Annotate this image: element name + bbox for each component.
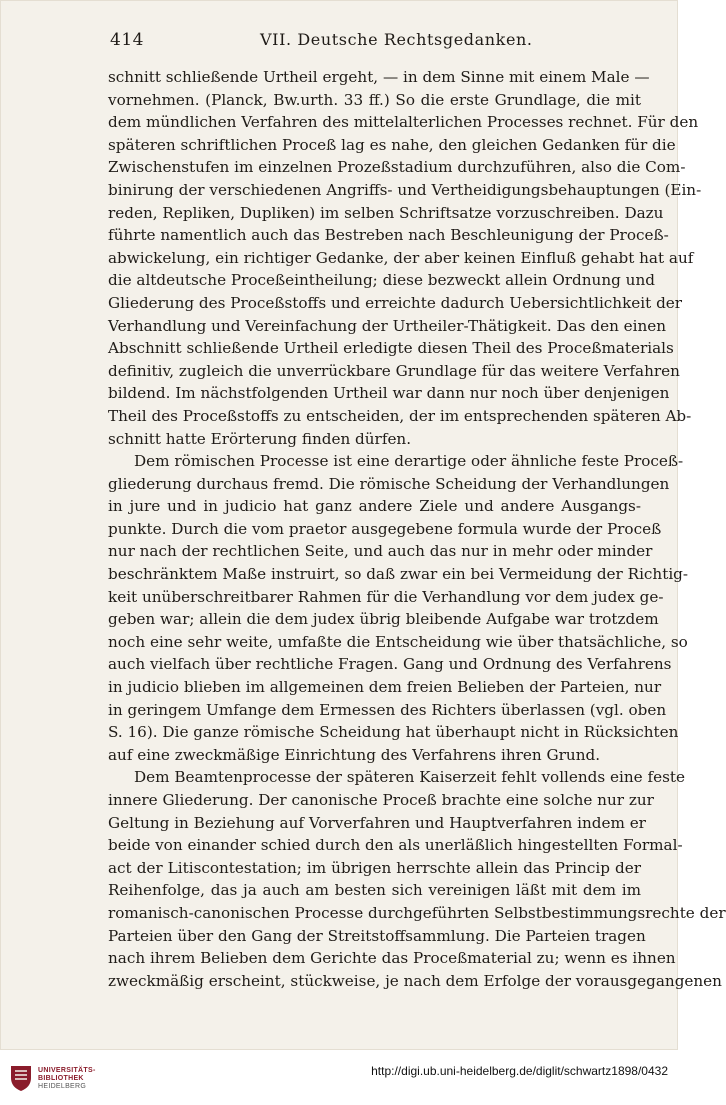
text-line: S. 16). Die ganze römische Scheidung hat überhaupt nicht in Rücksichten (108, 723, 679, 742)
text-line: nur nach der rechtlichen Seite, und auch das nur in mehr oder minder (108, 542, 653, 561)
text-line: schnitt schließende Urtheil ergeht, — in dem Sinne mit einem Male — (108, 68, 650, 86)
text-line: geben war; allein die dem judex übrig bleibende Aufgabe war trotzdem (108, 610, 659, 629)
text-line: nach ihrem Belieben dem Gerichte das Proceßmaterial zu; wenn es ihnen (108, 949, 676, 968)
text-line: in geringem Umfange dem Ermessen des Richters überlassen (vgl. oben (108, 700, 667, 719)
body-text (108, 66, 726, 992)
text-line: Parteien über den Gang der Streitstoffsammlung. Die Parteien tragen (108, 926, 646, 945)
text-line: auch vielfach über rechtliche Fragen. Gang und Ordnung des Verfahrens (108, 655, 672, 674)
text-line: Reihenfolge, das ja auch am besten sich vereinigen läßt mit dem im (108, 881, 641, 900)
page-header (110, 30, 640, 54)
university-seal-icon (8, 1062, 34, 1092)
running-title: VII. Deutsche Rechtsgedanken. (260, 30, 533, 49)
text-line: auf eine zweckmäßige Einrichtung des Verfahrens ihren Grund. (108, 745, 601, 764)
text-line: punkte. Durch die vom praetor ausgegebene formula wurde der Proceß (108, 519, 662, 538)
text-line: Zwischenstufen im einzelnen Prozeßstadium durchzuführen, also die Com- (108, 158, 686, 177)
text-line: Verhandlung und Vereinfachung der Urtheiler-Thätigkeit. Das den einen (108, 316, 667, 335)
text-line: dem mündlichen Verfahren des mittelalterlichen Processes rechnet. Für den (108, 113, 699, 132)
text-line: innere Gliederung. Der canonische Proceß brachte eine solche nur zur (108, 791, 654, 809)
paragraph-start: Dem Beamtenprocesse der späteren Kaiserzeit fehlt vollends eine feste (134, 768, 685, 787)
text-line: Theil des Proceßstoffs zu entscheiden, der im entsprechenden späteren Ab- (108, 406, 692, 425)
text-line: binirung der verschiedenen Angriffs- und Vertheidigungsbehauptungen (Ein- (108, 180, 702, 199)
text-line: Gliederung des Proceßstoffs und erreichte dadurch Uebersichtlichkeit der (108, 293, 683, 312)
logo-text-line2: BIBLIOTHEK (38, 1075, 84, 1082)
logo-text-line3: HEIDELBERG (38, 1083, 87, 1090)
text-line: schnitt hatte Erörterung finden dürfen. (108, 429, 412, 448)
text-line: zweckmäßig erscheint, stückweise, je nach dem Erfolge der vorausgegangenen (108, 971, 722, 990)
logo-text-line1: UNIVERSITÄTS- (38, 1067, 96, 1074)
text-line: späteren schriftlichen Proceß lag es nahe, den gleichen Gedanken für die (108, 135, 676, 154)
text-line: keit unüberschreitbarer Rahmen für die Verhandlung vor dem judex ge- (108, 587, 664, 606)
text-line: act der Litiscontestation; im übrigen herrschte allein das Princip der (108, 858, 641, 877)
text-line: in jure und in judicio hat ganz andere Ziele und andere Ausgangs- (108, 497, 641, 516)
source-url-link[interactable]: http://digi.ub.uni-heidelberg.de/diglit/schwartz1898/0432 (371, 1064, 668, 1078)
text-line: abwickelung, ein richtiger Gedanke, der aber keinen Einfluß gehabt hat auf (108, 248, 694, 267)
text-line: in judicio blieben im allgemeinen dem freien Belieben der Parteien, nur (108, 678, 662, 697)
text-line: beide von einander schied durch den als unerläßlich hingestellten Formal- (108, 836, 683, 855)
text-line: beschränktem Maße instruirt, so daß zwar ein bei Vermeidung der Richtig- (108, 565, 689, 584)
text-line: gliederung durchaus fremd. Die römische Scheidung der Verhandlungen (108, 474, 670, 493)
library-logo[interactable] (8, 1060, 118, 1096)
page-number: 414 (110, 30, 144, 50)
text-line: bildend. Im nächstfolgenden Urtheil war dann nur noch über denjenigen (108, 384, 670, 403)
text-line: reden, Repliken, Dupliken) im selben Schriftsatze vorzuschreiben. Dazu (108, 203, 664, 222)
paragraph-start: Dem römischen Processe ist eine derartige oder ähnliche feste Proceß- (134, 452, 684, 471)
text-line: Abschnitt schließende Urtheil erledigte diesen Theil des Proceßmaterials (108, 339, 674, 358)
text-line: die altdeutsche Proceßeintheilung; diese bezweckt allein Ordnung und (108, 271, 655, 290)
text-line: noch eine sehr weite, umfaßte die Entscheidung wie über thatsächliche, so (108, 632, 688, 651)
text-line: vornehmen. (Planck, Bw.urth. 33 ff.) So die erste Grundlage, die mit (108, 90, 641, 109)
text-line: romanisch-canonischen Processe durchgeführten Selbstbestimmungsrechte der (108, 903, 726, 922)
text-line: Geltung in Beziehung auf Vorverfahren und Hauptverfahren indem er (108, 813, 646, 832)
text-line: führte namentlich auch das Bestreben nach Beschleunigung der Proceß- (108, 226, 669, 245)
text-line: definitiv, zugleich die unverrückbare Grundlage für das weitere Verfahren (108, 361, 680, 380)
